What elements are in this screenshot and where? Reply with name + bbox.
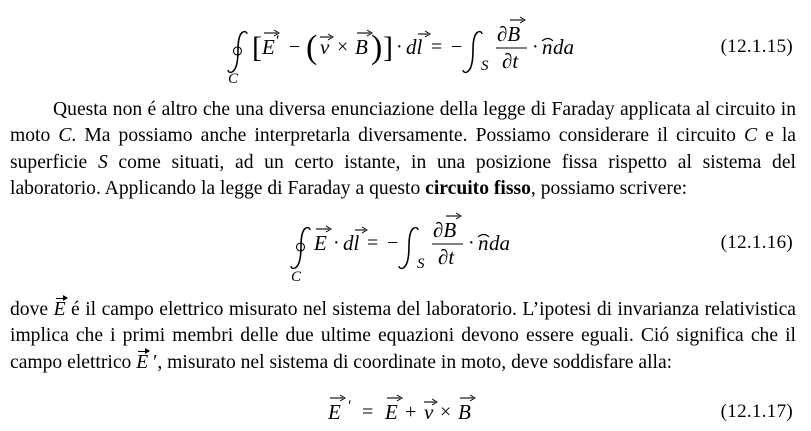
vector-v (320, 34, 333, 59)
vector-dl (343, 227, 367, 255)
paragraph-2 (10, 297, 796, 376)
equals-sign: = (431, 36, 443, 58)
svg-text:E: E (328, 400, 341, 424)
equation-12-1-17 (0, 393, 811, 429)
equals-sign: = (367, 232, 379, 254)
surface-label: S (417, 256, 425, 272)
paragraph-1-text: Questa non é altro che una diversa enunciazione della legge di Faraday applicata al circuito in moto C. Ma possiamo anche interpretarla diversamente. Possiamo considerare il circuito C e la superficie S come situati, ad un certo istante, in una posizione fissa rispetto al sistema del laboratorio. Applicando la legge di Faraday a questo circuito fisso, possiamo scrivere: (10, 99, 796, 200)
partial-derivative-fraction (496, 17, 527, 73)
svg-text:v: v (320, 35, 330, 59)
vector-b (458, 395, 475, 424)
svg-text:′: ′ (348, 398, 352, 415)
contour-label: C (291, 269, 302, 285)
vector-dl (406, 31, 430, 59)
equation-12-1-16 (0, 218, 811, 286)
area-element: da (489, 231, 510, 255)
dot-operator: · (396, 36, 403, 58)
contour-label: C (228, 71, 239, 87)
paragraph-2-text: dove E é il campo elettrico misurato nel sistema del laboratorio. L’ipotesi di invarianza relativistica implica che i primi membri delle due ultime equazioni devono essere eguali. Ció significa che il campo elettrico E ′, misurato nel sistema di coordinate in moto, deve soddisfare alla: (10, 297, 796, 376)
cross-sign: × (337, 36, 349, 58)
svg-text:n: n (542, 35, 553, 59)
svg-text:E: E (262, 35, 275, 59)
svg-text:′: ′ (276, 33, 280, 50)
minus-sign: − (387, 232, 399, 254)
right-paren: ) (371, 29, 383, 66)
svg-text:E: E (314, 231, 327, 255)
minus-sign-2: − (451, 36, 463, 58)
vector-b (355, 30, 372, 59)
cross-sign: × (440, 401, 452, 423)
partial-derivative-fraction (432, 213, 463, 269)
svg-text:n: n (478, 231, 489, 255)
equation-12-1-17-formula (0, 393, 811, 429)
vector-e-prime (261, 30, 280, 59)
normal-vector-n (478, 231, 489, 255)
right-bracket: ] (383, 31, 393, 64)
left-paren: ( (306, 29, 318, 66)
svg-text:∂B: ∂B (497, 22, 521, 46)
left-bracket: [ (252, 31, 262, 64)
equation-12-1-15 (0, 10, 811, 85)
equals-sign: = (362, 401, 374, 423)
equation-number: (12.1.17) (720, 401, 793, 422)
svg-text:∂t: ∂t (438, 245, 455, 269)
svg-text:B: B (355, 35, 368, 59)
surface-integral-symbol (399, 228, 418, 269)
svg-text:dl: dl (343, 231, 360, 255)
equation-number: (12.1.15) (720, 36, 793, 57)
plus-sign: + (405, 401, 417, 423)
contour-integral-symbol (291, 228, 310, 269)
minus-sign: − (289, 36, 301, 58)
bold-term: circuito fisso (425, 178, 531, 200)
vector-e-prime (327, 395, 352, 424)
equation-number: (12.1.16) (720, 232, 793, 253)
svg-text:∂B: ∂B (433, 218, 457, 242)
svg-text:dl: dl (406, 35, 423, 59)
dot-operator: · (333, 232, 340, 254)
normal-vector-n (542, 35, 553, 59)
equation-12-1-16-formula (0, 218, 811, 286)
svg-text:∂t: ∂t (502, 49, 519, 73)
svg-text:B: B (458, 400, 471, 424)
vector-v (424, 399, 437, 424)
dot-operator-2: · (532, 36, 539, 58)
surface-label: S (481, 58, 489, 74)
vector-e (313, 226, 331, 255)
paragraph-1 (10, 97, 796, 203)
equation-12-1-15-formula (0, 10, 811, 85)
contour-integral-symbol (228, 32, 247, 73)
dot-operator-2: · (468, 232, 475, 254)
svg-text:v: v (424, 400, 434, 424)
svg-text:E: E (385, 400, 398, 424)
area-element: da (553, 35, 574, 59)
vector-e (384, 395, 402, 424)
surface-integral-symbol (463, 32, 482, 73)
